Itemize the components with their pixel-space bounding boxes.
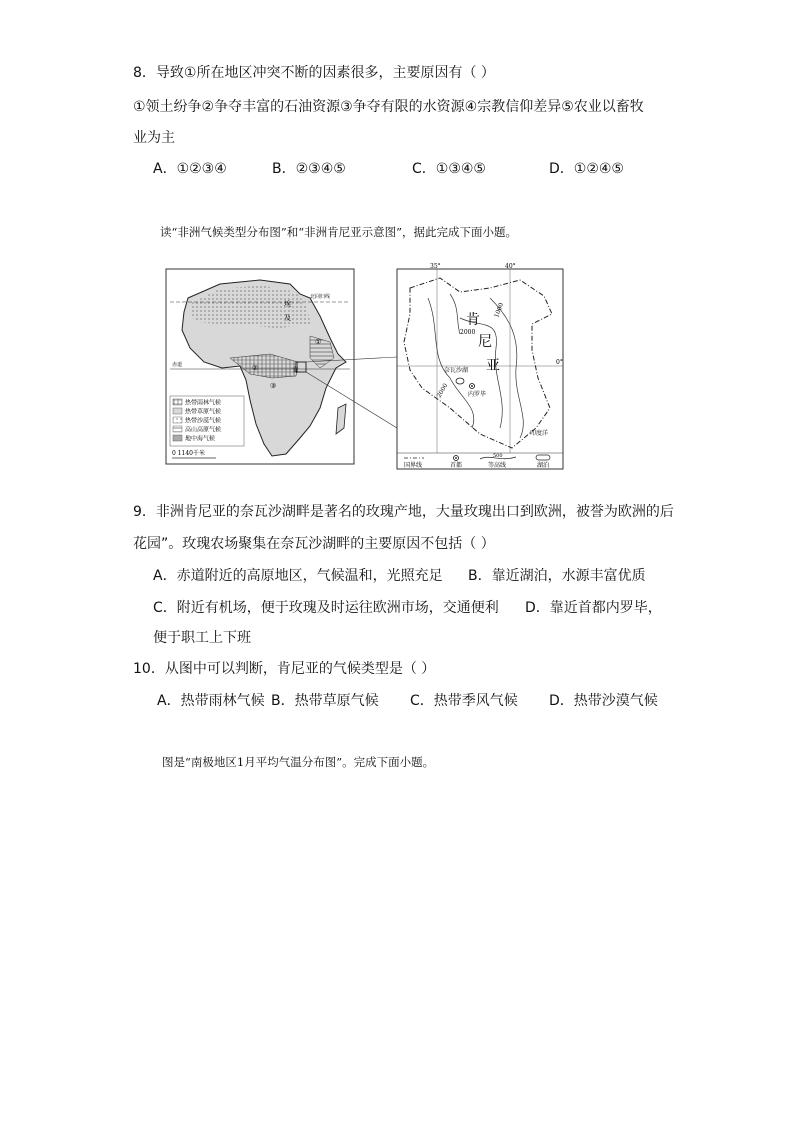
q8-option-c: C．①③④⑤ — [412, 161, 486, 177]
legend-contour-value: 500 — [493, 453, 503, 459]
intro-text-2: 图是“南极地区1月平均气温分布图”。完成下面小题。 — [162, 755, 435, 769]
ocean-label: 印度洋 — [530, 430, 549, 437]
contour-label-1000: 1000 — [493, 301, 506, 319]
equator-label: 赤道 — [172, 362, 183, 368]
map-label-region-3: ③ — [270, 382, 277, 390]
q9-stem-line1: 9．非洲肯尼亚的奈瓦沙湖畔是著名的玫瑰产地，大量玫瑰出口到欧洲，被誉为欧洲的后 — [133, 504, 674, 520]
lat-label-0: 0° — [556, 359, 563, 366]
contour-label-2000: 2000 — [460, 329, 476, 336]
kenya-map — [397, 263, 563, 469]
legend-item-desert: 热带沙漠气候 — [185, 417, 222, 425]
q8-statements-line1: ①领土纷争②争夺丰富的石油资源③争夺有限的水资源④宗教信仰差异⑤农业以畜牧 — [133, 99, 644, 115]
q8-option-d: D．①②④⑤ — [549, 161, 624, 177]
map-label-region-2: ② — [252, 364, 259, 372]
legend-item-mediterranean: 地中海气候 — [185, 435, 216, 443]
q9-option-c: C．附近有机场，便于玫瑰及时运往欧洲市场，交通便利 — [153, 600, 499, 616]
legend-border-label: 国界线 — [404, 462, 423, 469]
q9-option-a: A．赤道附近的高原地区，气候温和，光照充足 — [153, 568, 443, 584]
legend-item-rainforest: 热带雨林气候 — [185, 399, 222, 407]
legend-lake-label: 湖泊 — [537, 462, 550, 469]
q8-stem: 8．导致①所在地区冲突不断的因素很多，主要原因有（ ） — [133, 65, 495, 81]
q8-option-b: B．②③④⑤ — [272, 161, 346, 177]
legend-lake-icon — [536, 455, 550, 460]
lon-label-40: 40° — [505, 263, 516, 270]
map-label-kenya: 肯 — [292, 366, 299, 374]
legend-contour-label: 等高线 — [488, 462, 507, 469]
q10-option-c: C．热带季风气候 — [410, 693, 518, 709]
contour-label-2000b: 2000 — [435, 382, 450, 399]
africa-kenya-figure — [160, 258, 570, 474]
legend-item-highland: 高山高原气候 — [185, 426, 222, 434]
q9-stem-line2: 花园”。玫瑰农场聚集在奈瓦沙湖畔的主要原因不包括（ ） — [133, 536, 495, 552]
q9-option-d: D．靠近首都内罗毕， — [525, 600, 662, 616]
kenya-char-3: 亚 — [486, 358, 500, 374]
q10-option-a: A．热带雨林气候 — [157, 693, 265, 709]
scale-bar-label: 0 1140千米 — [172, 450, 205, 457]
q8-option-a: A．①②③④ — [153, 161, 227, 177]
legend-item-savanna: 热带草原气候 — [185, 408, 222, 416]
lake-naivasha — [456, 378, 464, 384]
q9-option-b: B．靠近湖泊，水源丰富优质 — [468, 568, 646, 584]
capital-label: 内罗毕 — [468, 391, 487, 398]
africa-climate-map — [166, 269, 354, 464]
map-label-country-b: 及 — [284, 314, 291, 322]
legend-capital-label: 首都 — [450, 462, 463, 469]
q10-option-b: B．热带草原气候 — [271, 693, 379, 709]
q9-option-d-continued: 便于职工上下班 — [153, 630, 251, 646]
kenya-char-1: 肯 — [466, 312, 480, 328]
lake-label: 奈瓦沙湖 — [444, 367, 469, 374]
q10-stem: 10．从图中可以判断，肯尼亚的气候类型是（ ） — [133, 661, 436, 677]
intro-text-1: 读“非洲气候类型分布图”和“非洲肯尼亚示意图”，据此完成下面小题。 — [160, 225, 518, 239]
map-label-country-a: 埃 — [284, 300, 291, 308]
q10-option-d: D．热带沙漠气候 — [549, 693, 658, 709]
africa-legend — [170, 396, 244, 446]
lon-label-35: 35° — [430, 263, 441, 270]
map-label-region-1: ① — [315, 338, 322, 346]
q8-statements-line2: 业为主 — [133, 130, 175, 146]
kenya-char-2: 尼 — [478, 334, 492, 350]
tropic-label: 北回归线 — [310, 294, 331, 300]
